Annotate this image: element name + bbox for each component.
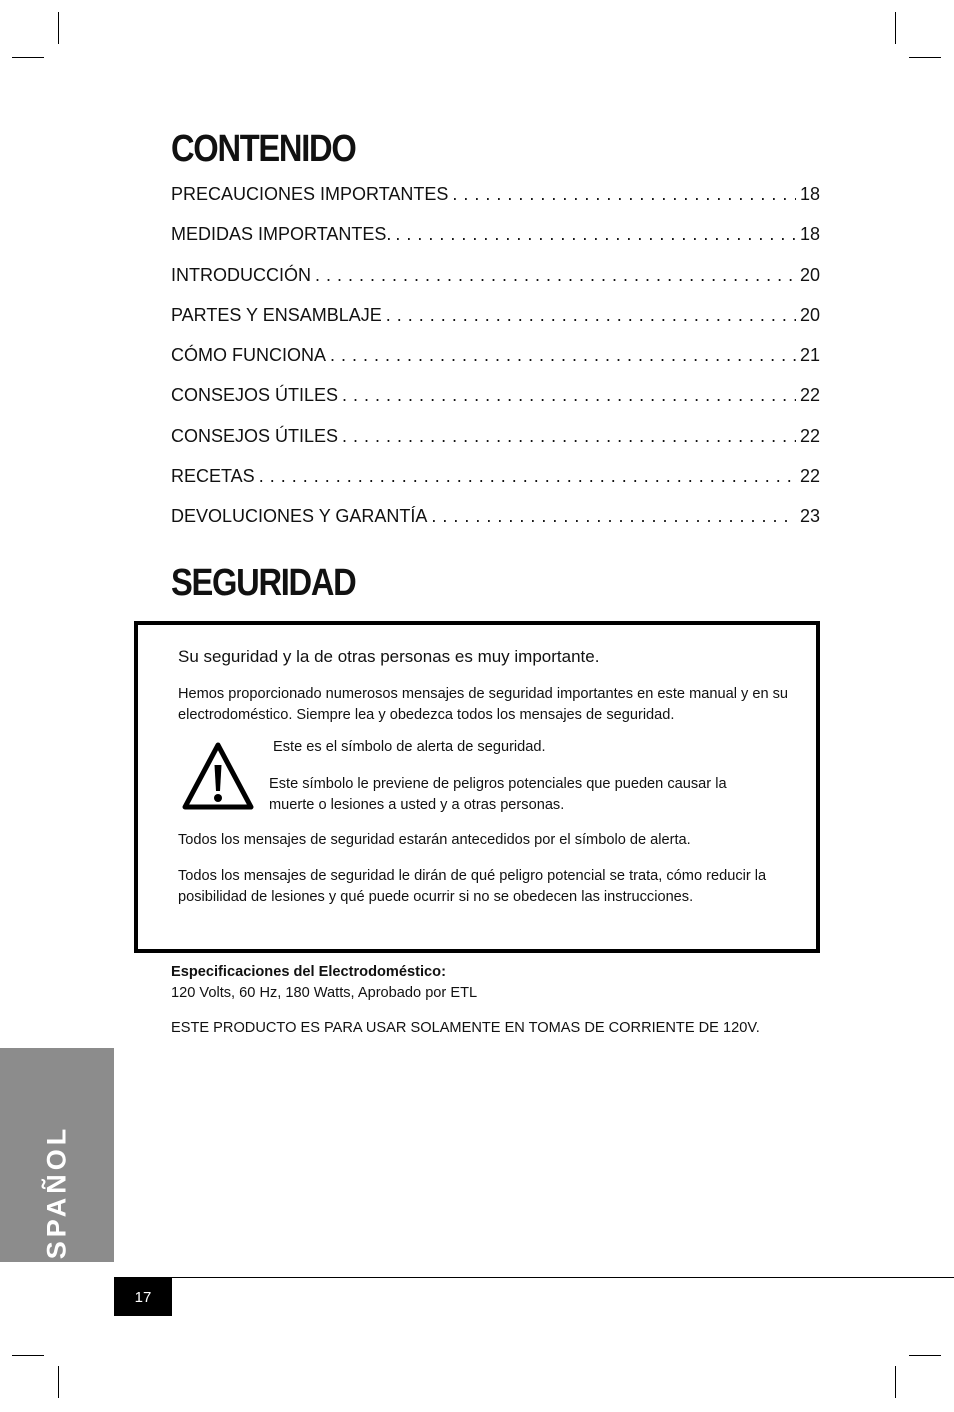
alert-symbol-text: Este es el símbolo de alerta de seguridad. [273,739,546,755]
specs-label: Especificaciones del Electrodoméstico: [171,964,446,980]
crop-mark [58,1366,59,1398]
toc-leader-dots [395,224,796,245]
toc-entry[interactable] [171,345,820,385]
safety-heading: SEGURIDAD [171,562,356,604]
toc-entry[interactable] [171,426,820,466]
toc-entry-page: 18 [799,184,820,204]
crop-mark [12,57,44,58]
toc-entry-page: 20 [799,304,820,325]
toc-leader-dots [342,426,796,447]
toc-entry[interactable] [171,466,820,506]
toc-entry-page: 20 [799,264,820,285]
toc-entry-page: 22 [799,466,820,487]
toc-entry[interactable] [171,305,820,345]
toc-leader-dots [386,305,796,326]
safety-lead-text: Su seguridad y la de otras personas es muy importante. [178,647,600,666]
toc-leader-dots [330,345,796,366]
language-side-tab [0,1048,114,1282]
outlet-note: ESTE PRODUCTO ES PARA USAR SOLAMENTE EN TOMAS DE CORRIENTE DE 120V. [171,1020,760,1036]
crop-mark [12,1355,44,1356]
alert-warning-text: Este símbolo le previene de peligros potenciales que pueden causar la muerte o lesiones a usted y a otras personas. [269,776,727,813]
toc-entry-title: DEVOLUCIONES Y GARANTÍA [171,506,428,527]
toc-entry-title: MEDIDAS IMPORTANTES. [171,224,392,245]
toc-entry-title: CONSEJOS ÚTILES [171,385,339,406]
footer-rule [114,1277,954,1278]
toc-entry[interactable] [171,506,820,546]
table-of-contents [171,184,820,547]
safety-intro-text: Hemos proporcionado numerosos mensajes de seguridad importantes en este manual y en su electrodoméstico. Siempre lea y obedezca todos los mensajes de seguridad. [178,686,789,723]
crop-mark [895,1366,896,1398]
crop-mark [895,12,896,44]
warning-triangle-icon [182,741,254,813]
toc-entry-page: 22 [799,425,820,446]
crop-mark [909,57,941,58]
toc-entry[interactable] [171,224,820,264]
toc-entry-page: 22 [799,385,820,406]
toc-leader-dots [259,466,796,487]
language-label: ESPAÑOL [41,1124,72,1282]
contents-heading: CONTENIDO [171,128,356,170]
toc-leader-dots [452,184,796,205]
crop-mark [58,12,59,44]
toc-leader-dots [342,385,796,406]
crop-mark [909,1355,941,1356]
toc-entry[interactable] [171,265,820,305]
toc-entry-title: INTRODUCCIÓN [171,264,311,285]
page-number: 17 [114,1278,172,1316]
toc-entry-title: CONSEJOS ÚTILES [171,425,339,446]
toc-entry[interactable] [171,184,820,224]
toc-leader-dots [431,506,796,527]
toc-entry-page: 23 [799,506,820,527]
toc-entry-page: 18 [799,224,820,245]
toc-entry-title: PRECAUCIONES IMPORTANTES [171,184,449,204]
toc-entry-title: RECETAS [171,466,255,487]
toc-leader-dots [315,265,796,286]
toc-entry-page: 21 [799,345,820,366]
toc-entry-title: CÓMO FUNCIONA [171,345,326,366]
safety-preceded-text: Todos los mensajes de seguridad estarán antecedidos por el símbolo de alerta. [178,832,691,848]
specs-value: 120 Volts, 60 Hz, 180 Watts, Aprobado por ETL [171,985,478,1001]
safety-notice-box [134,621,820,953]
toc-entry-title: PARTES Y ENSAMBLAJE [171,304,382,325]
safety-details-text: Todos los mensajes de seguridad le dirán de qué peligro potencial se trata, cómo reducir la posibilidad de lesiones y qué puede ocurrir si no se obedecen las instrucciones. [178,868,767,905]
toc-entry[interactable] [171,385,820,425]
